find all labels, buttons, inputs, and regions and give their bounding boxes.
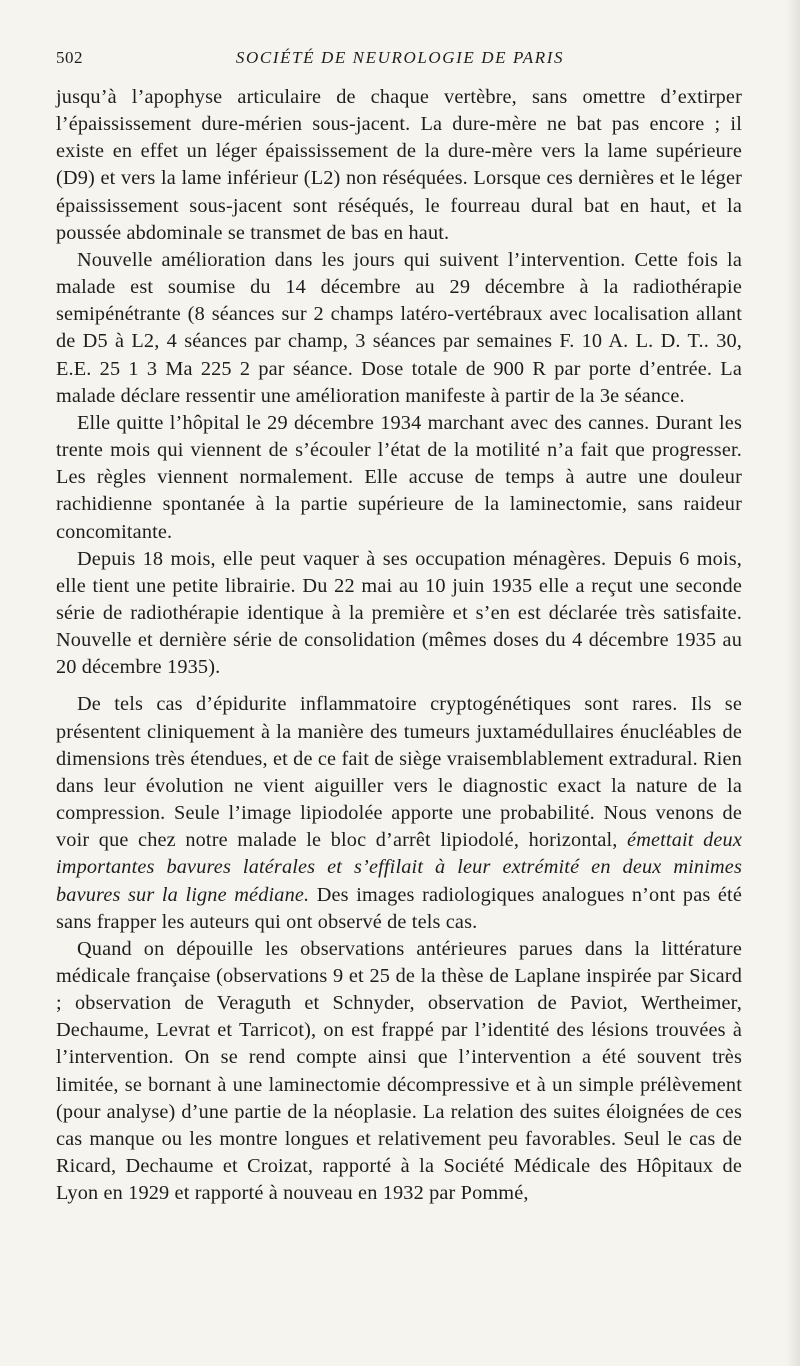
paragraph-literature: Quand on dépouille les observations antérieures parues dans la littérature médicale française (observations 9 et 25 de la thèse de Laplane inspirée par Sicard ; observation de Veraguth et Schnyder, observation de Paviot, Wertheimer, Dechaume, Levrat et Tarricot), on est frappé par l’identité des lésions trouvées à l’intervention. On se rend compte ainsi que l’intervention a été souvent très limitée, se bornant à une laminectomie décompressive et à un simple prélèvement (pour analyse) d’une partie de la néoplasie. La relation des suites éloignées de ces cas manque ou les montre longues et relativement peu favorables. Seul le cas de Ricard, Dechaume et Croizat, rapporté à la Société Médicale des Hôpitaux de Lyon en 1929 et rapporté à nouveau en 1932 par Pommé, bbox=[56, 937, 742, 1205]
discussion-text-end: Des images radiologiques analogues n’ont pas été sans frapper les auteurs qui ont observé de tels cas. bbox=[56, 883, 742, 933]
page-edge-shadow bbox=[786, 0, 800, 1366]
paragraph-radiotherapy: Nouvelle amélioration dans les jours qui suivent l’intervention. Cette fois la malade est soumise du 14 décembre au 29 décembre à la radiothérapie semipénétrante (8 séances sur 2 champs latéro-vertébraux avec localisation allant de D5 à L2, 4 séances par champ, 3 séances par semaines F. 10 A. L. D. T.. 30, E.E. 25 1 3 Ma 225 2 par séance. Dose totale de 900 R par porte d’entrée. La malade déclare ressentir une amélioration manifeste à partir de la 3e séance. bbox=[56, 248, 742, 407]
article-body bbox=[56, 84, 742, 1207]
page-number: 502 bbox=[56, 48, 83, 67]
paragraph-discussion bbox=[56, 691, 742, 935]
paragraph-continued: jusqu’à l’apophyse articulaire de chaque vertèbre, sans omettre d’extirper l’épaississement dure-mérien sous-jacent. La dure-mère ne bat pas encore ; il existe en effet un léger épaississement de la dure-mère vers la lame supérieure (D9) et vers la lame inférieur (L2) non réséquées. Lorsque ces dernières et le léger épaississement sous-jacent sont réséqués, le fourreau dural bat en haut, et la poussée abdominale se transmet de bas en haut. bbox=[56, 86, 742, 244]
paragraph-follow-up: Depuis 18 mois, elle peut vaquer à ses occupation ménagères. Depuis 6 mois, elle tient une petite librairie. Du 22 mai au 10 juin 1935 elle a reçut une seconde série de radiothérapie identique à la première et s’en est déclarée très satisfaite. Nouvelle et dernière série de consolidation (mêmes doses du 4 décembre 1935 au 20 décembre 1935). bbox=[56, 547, 742, 679]
page-header bbox=[56, 48, 744, 76]
paragraph-discharge: Elle quitte l’hôpital le 29 décembre 1934 marchant avec des cannes. Durant les trente mois qui viennent de s’écouler l’état de la motilité n’a fait que progresser. Les règles viennent normalement. Elle accuse de temps à autre une douleur rachidienne spontanée à la partie supérieure de la laminectomie, sans raideur concomitante. bbox=[56, 411, 742, 543]
running-title: SOCIÉTÉ DE NEUROLOGIE DE PARIS bbox=[235, 48, 565, 67]
discussion-italic-text: émettait deux importantes bavures latérales et s’effilait à leur extrémité en deux minimes bavures sur la ligne médiane. bbox=[56, 829, 742, 906]
discussion-text: De tels cas d’épidurite inflammatoire cryptogénétiques sont rares. Ils se présentent cliniquement à la manière des tumeurs juxtamédullaires énucléables de dimensions très étendues, et de ce fait de siège vraisemblablement extradural. Rien dans leur évolution ne vient aiguiller vers le diagnostic exact la nature de la compression. Seule l’image lipiodolée apporte une probabilité. Nous venons de voir que chez notre malade le bloc d’arrêt lipiodolé, horizontal, bbox=[56, 693, 742, 852]
